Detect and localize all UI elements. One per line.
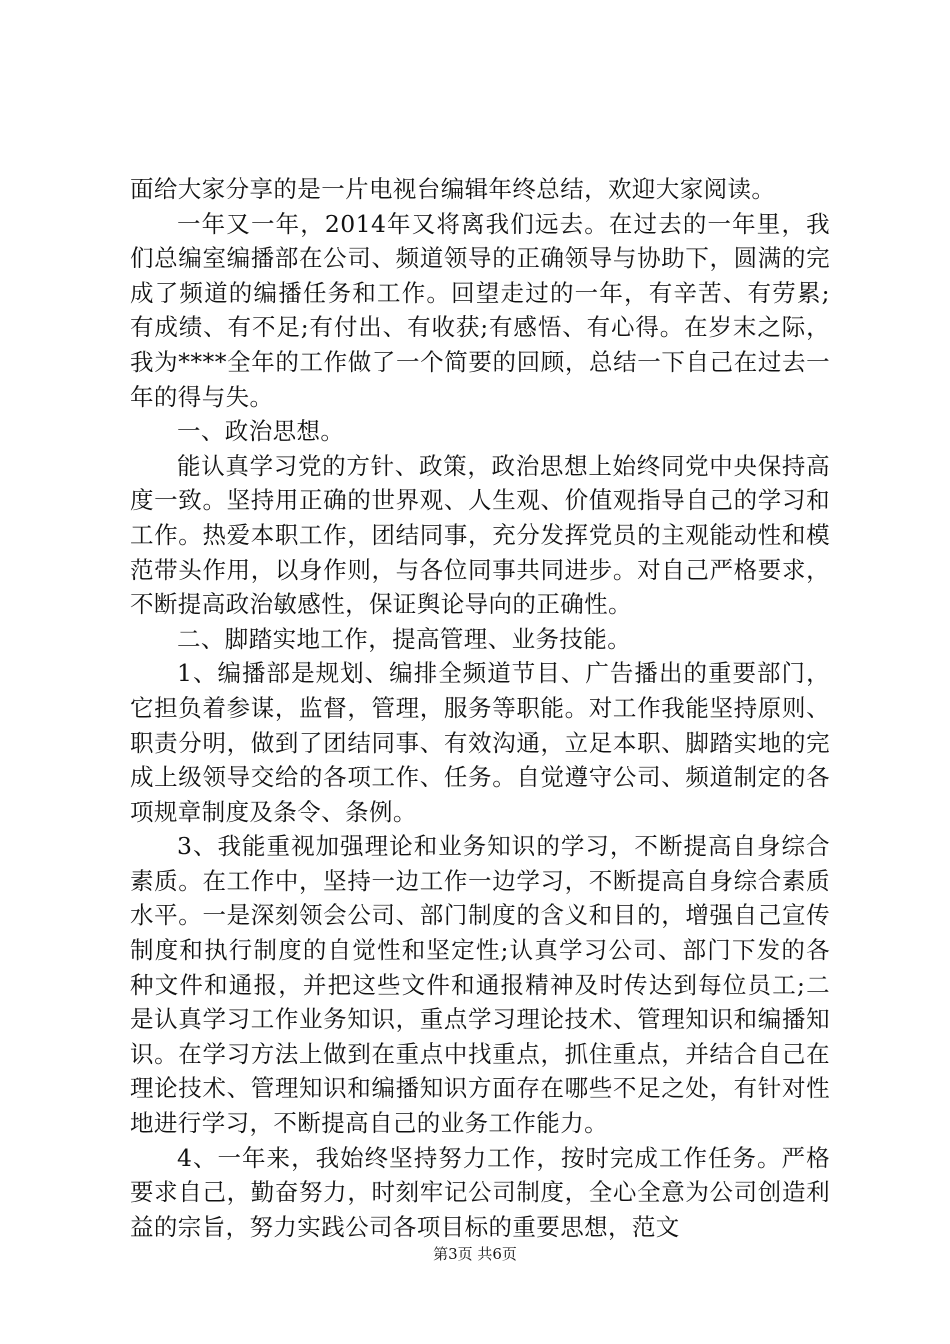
paragraph-item-4: 4、一年来，我始终坚持努力工作，按时完成工作任务。严格要求自己，勤奋努力，时刻牢记公司制度，全心全意为公司创造利益的宗旨，努力实践公司各项目标的重要思想，范文 — [130, 1143, 830, 1241]
paragraph-intro: 面给大家分享的是一片电视台编辑年终总结，欢迎大家阅读。 — [130, 175, 776, 203]
section-heading-politics: 一、政治思想。 — [177, 417, 345, 446]
paragraph-politics: 能认真学习党的方针、政策，政治思想上始终同党中央保持高度一致。坚持用正确的世界观、人生观、价值观指导自己的学习和工作。热爱本职工作，团结同事，充分发挥党员的主观能动性和模范带头作用，以身作则，与各位同事共同进步。对自己严格要求，不断提高政治敏感性，保证舆论导向的正确性。 — [130, 451, 830, 619]
section-heading-work-skills: 二、脚踏实地工作，提高管理、业务技能。 — [177, 624, 632, 653]
document-body — [130, 172, 830, 1244]
paragraph-year-review: 一年又一年，2014年又将离我们远去。在过去的一年里，我们总编室编播部在公司、频道领导的正确领导与协助下，圆满的完成了频道的编播任务和工作。回望走过的一年，有辛苦、有劳累;有成绩、有不足;有付出、有收获;有感悟、有心得。在岁末之际，我为****全年的工作做了一个简要的回顾，总结一下自己在过去一年的得与失。 — [130, 209, 830, 411]
page-number-footer: 第3页 共6页 — [433, 1245, 517, 1263]
paragraph-item-1: 1、编播部是规划、编排全频道节目、广告播出的重要部门，它担负着参谋，监督，管理，服务等职能。对工作我能坚持原则、职责分明，做到了团结同事、有效沟通，立足本职、脚踏实地的完成上级领导交给的各项工作、任务。自觉遵守公司、频道制定的各项规章制度及条令、条例。 — [130, 659, 830, 826]
paragraph-item-3: 3、我能重视加强理论和业务知识的学习，不断提高自身综合素质。在工作中，坚持一边工作一边学习，不断提高自身综合素质水平。一是深刻领会公司、部门制度的含义和目的，增强自己宣传制度和执行制度的自觉性和坚定性;认真学习公司、部门下发的各种文件和通报，并把这些文件和通报精神及时传达到每位员工;二是认真学习工作业务知识，重点学习理论技术、管理知识和编播知识。在学习方法上做到在重点中找重点，抓住重点，并结合自己在理论技术、管理知识和编播知识方面存在哪些不足之处，有针对性地进行学习，不断提高自己的业务工作能力。 — [130, 832, 830, 1138]
